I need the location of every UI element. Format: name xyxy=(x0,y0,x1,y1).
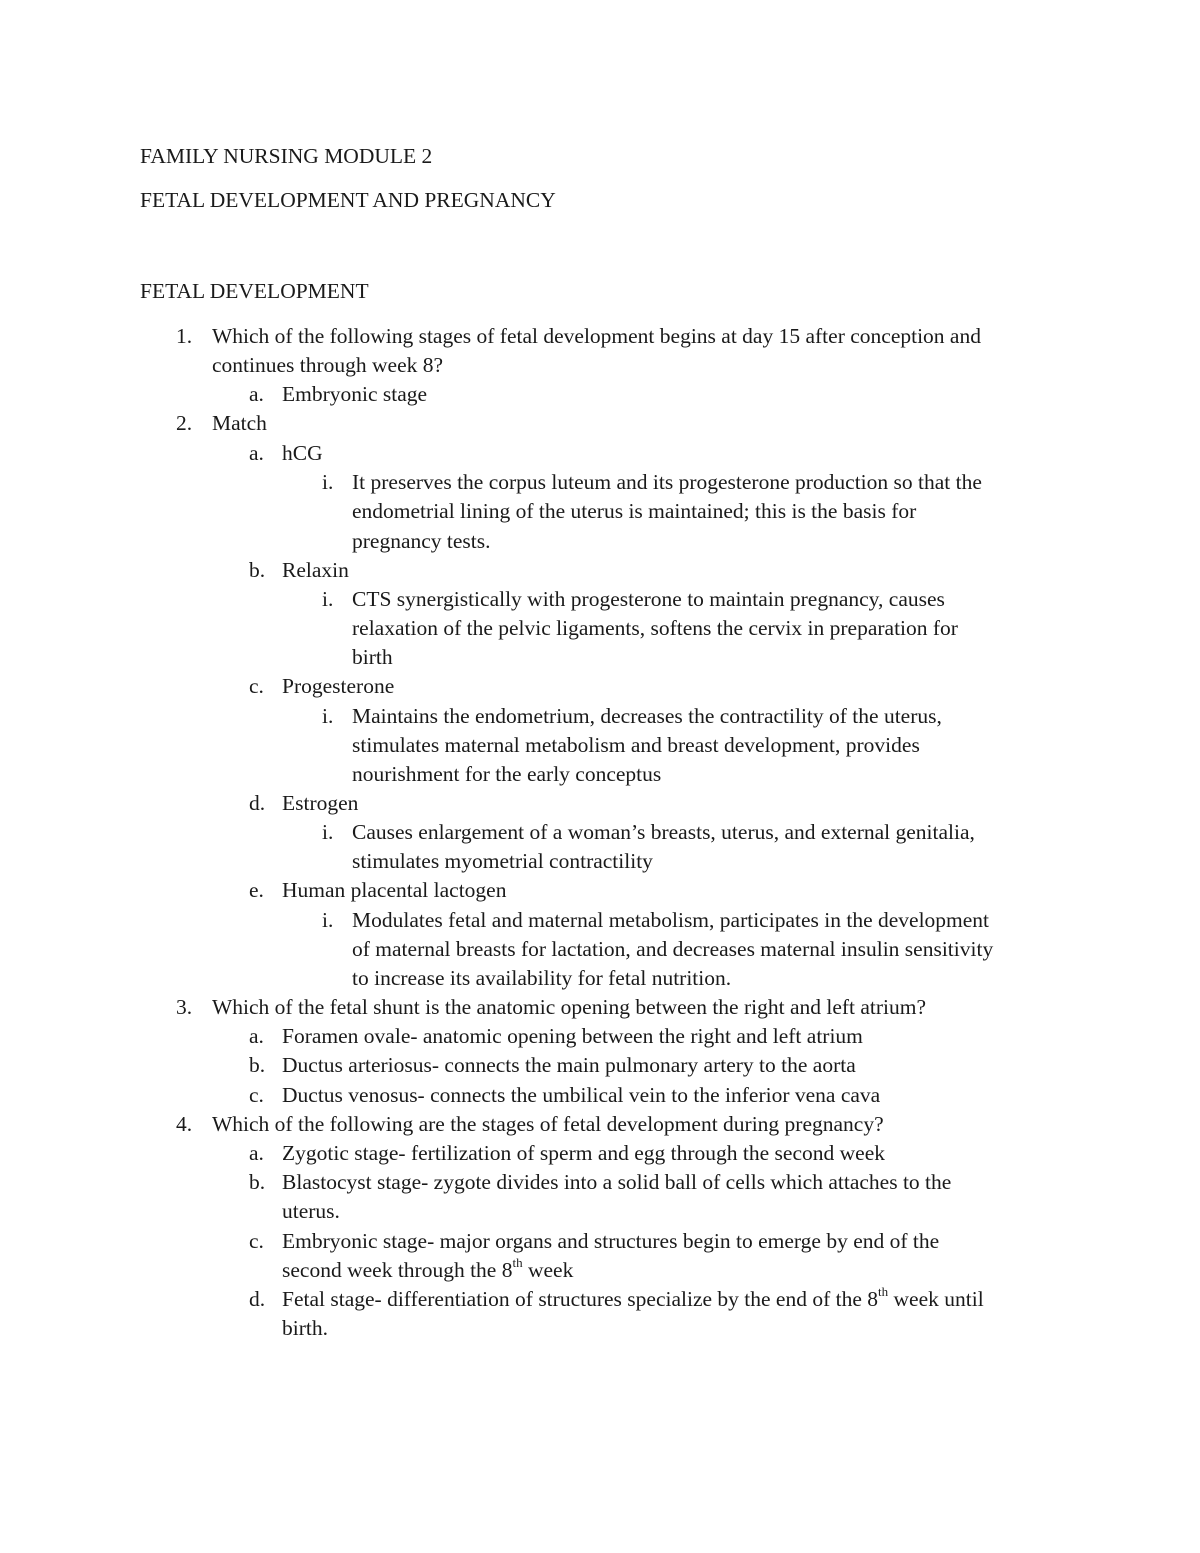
option-letter: a. xyxy=(249,1141,264,1165)
option-text: Human placental lactogen xyxy=(282,878,507,902)
option-letter: a. xyxy=(249,1024,264,1048)
question-text: Which of the following are the stages of fetal development during pregnancy? xyxy=(212,1112,884,1136)
sub-item-text: birth xyxy=(352,645,393,669)
sub-item-text: to increase its availability for fetal nutrition. xyxy=(352,966,732,990)
sub-item-text: pregnancy tests. xyxy=(352,529,491,553)
sub-item-text: stimulates myometrial contractility xyxy=(352,849,653,873)
option-text: Ductus venosus- connects the umbilical vein to the inferior vena cava xyxy=(282,1083,881,1107)
option-letter: a. xyxy=(249,382,264,406)
option-letter: d. xyxy=(249,791,266,815)
sub-item-text: Causes enlargement of a woman’s breasts, uterus, and external genitalia, xyxy=(352,820,975,844)
sub-item-text: Modulates fetal and maternal metabolism, participates in the development xyxy=(352,908,990,932)
question-number: 3. xyxy=(176,995,193,1019)
option-letter: c. xyxy=(249,1229,264,1253)
option-letter: c. xyxy=(249,674,264,698)
option-letter: b. xyxy=(249,558,266,582)
sub-item-number: i. xyxy=(322,908,334,932)
question-text: Which of the fetal shunt is the anatomic opening between the right and left atrium? xyxy=(212,995,927,1019)
sub-item-text: of maternal breasts for lactation, and decreases maternal insulin sensitivity xyxy=(352,937,994,961)
option-text: Embryonic stage- major organs and structures begin to emerge by end of the xyxy=(282,1229,940,1253)
option-text-part: Fetal stage- differentiation of structures specialize by the end of the 8 xyxy=(282,1287,879,1311)
option-text: hCG xyxy=(282,441,323,465)
sub-item-text: nourishment for the early conceptus xyxy=(352,762,662,786)
option-letter: c. xyxy=(249,1083,264,1107)
module-heading: FAMILY NURSING MODULE 2 xyxy=(140,144,433,168)
sub-item-number: i. xyxy=(322,470,334,494)
sub-item-number: i. xyxy=(322,587,334,611)
option-letter: a. xyxy=(249,441,264,465)
sub-item-text: Maintains the endometrium, decreases the contractility of the uterus, xyxy=(352,704,942,728)
option-text-part: second week through the 8 xyxy=(282,1258,513,1282)
document-title: FETAL DEVELOPMENT AND PREGNANCY xyxy=(140,188,556,212)
option-text: Foramen ovale- anatomic opening between the right and left atrium xyxy=(282,1024,863,1048)
option-text-part: week xyxy=(522,1258,574,1282)
option-letter: b. xyxy=(249,1170,266,1194)
sub-item-text: CTS synergistically with progesterone to maintain pregnancy, causes xyxy=(352,587,945,611)
question-number: 1. xyxy=(176,324,193,348)
question-number: 2. xyxy=(176,411,193,435)
option-text: Zygotic stage- fertilization of sperm and egg through the second week xyxy=(282,1141,885,1165)
question-text: continues through week 8? xyxy=(212,353,444,377)
option-letter: e. xyxy=(249,878,264,902)
option-text xyxy=(282,1285,984,1314)
option-text: birth. xyxy=(282,1316,328,1340)
option-text: Estrogen xyxy=(282,791,359,815)
option-text: Blastocyst stage- zygote divides into a solid ball of cells which attaches to the xyxy=(282,1170,952,1194)
option-letter: b. xyxy=(249,1053,266,1077)
question-text: Which of the following stages of fetal development begins at day 15 after conception and xyxy=(212,324,981,348)
question-text: Match xyxy=(212,411,267,435)
option-text: Embryonic stage xyxy=(282,382,428,406)
ordinal-suffix: th xyxy=(512,1254,523,1270)
ordinal-suffix: th xyxy=(878,1283,889,1299)
sub-item-text: endometrial lining of the uterus is maintained; this is the basis for xyxy=(352,499,917,523)
option-letter: d. xyxy=(249,1287,266,1311)
option-text: uterus. xyxy=(282,1199,340,1223)
option-text: Relaxin xyxy=(282,558,349,582)
option-text xyxy=(282,1256,573,1285)
sub-item-text: stimulates maternal metabolism and breast development, provides xyxy=(352,733,920,757)
question-number: 4. xyxy=(176,1112,193,1136)
option-text-part: week until xyxy=(888,1287,984,1311)
option-text: Progesterone xyxy=(282,674,395,698)
sub-item-text: relaxation of the pelvic ligaments, softens the cervix in preparation for xyxy=(352,616,958,640)
sub-item-number: i. xyxy=(322,704,334,728)
sub-item-number: i. xyxy=(322,820,334,844)
sub-item-text: It preserves the corpus luteum and its progesterone production so that the xyxy=(352,470,982,494)
section-heading: FETAL DEVELOPMENT xyxy=(140,279,369,303)
option-text: Ductus arteriosus- connects the main pulmonary artery to the aorta xyxy=(282,1053,856,1077)
